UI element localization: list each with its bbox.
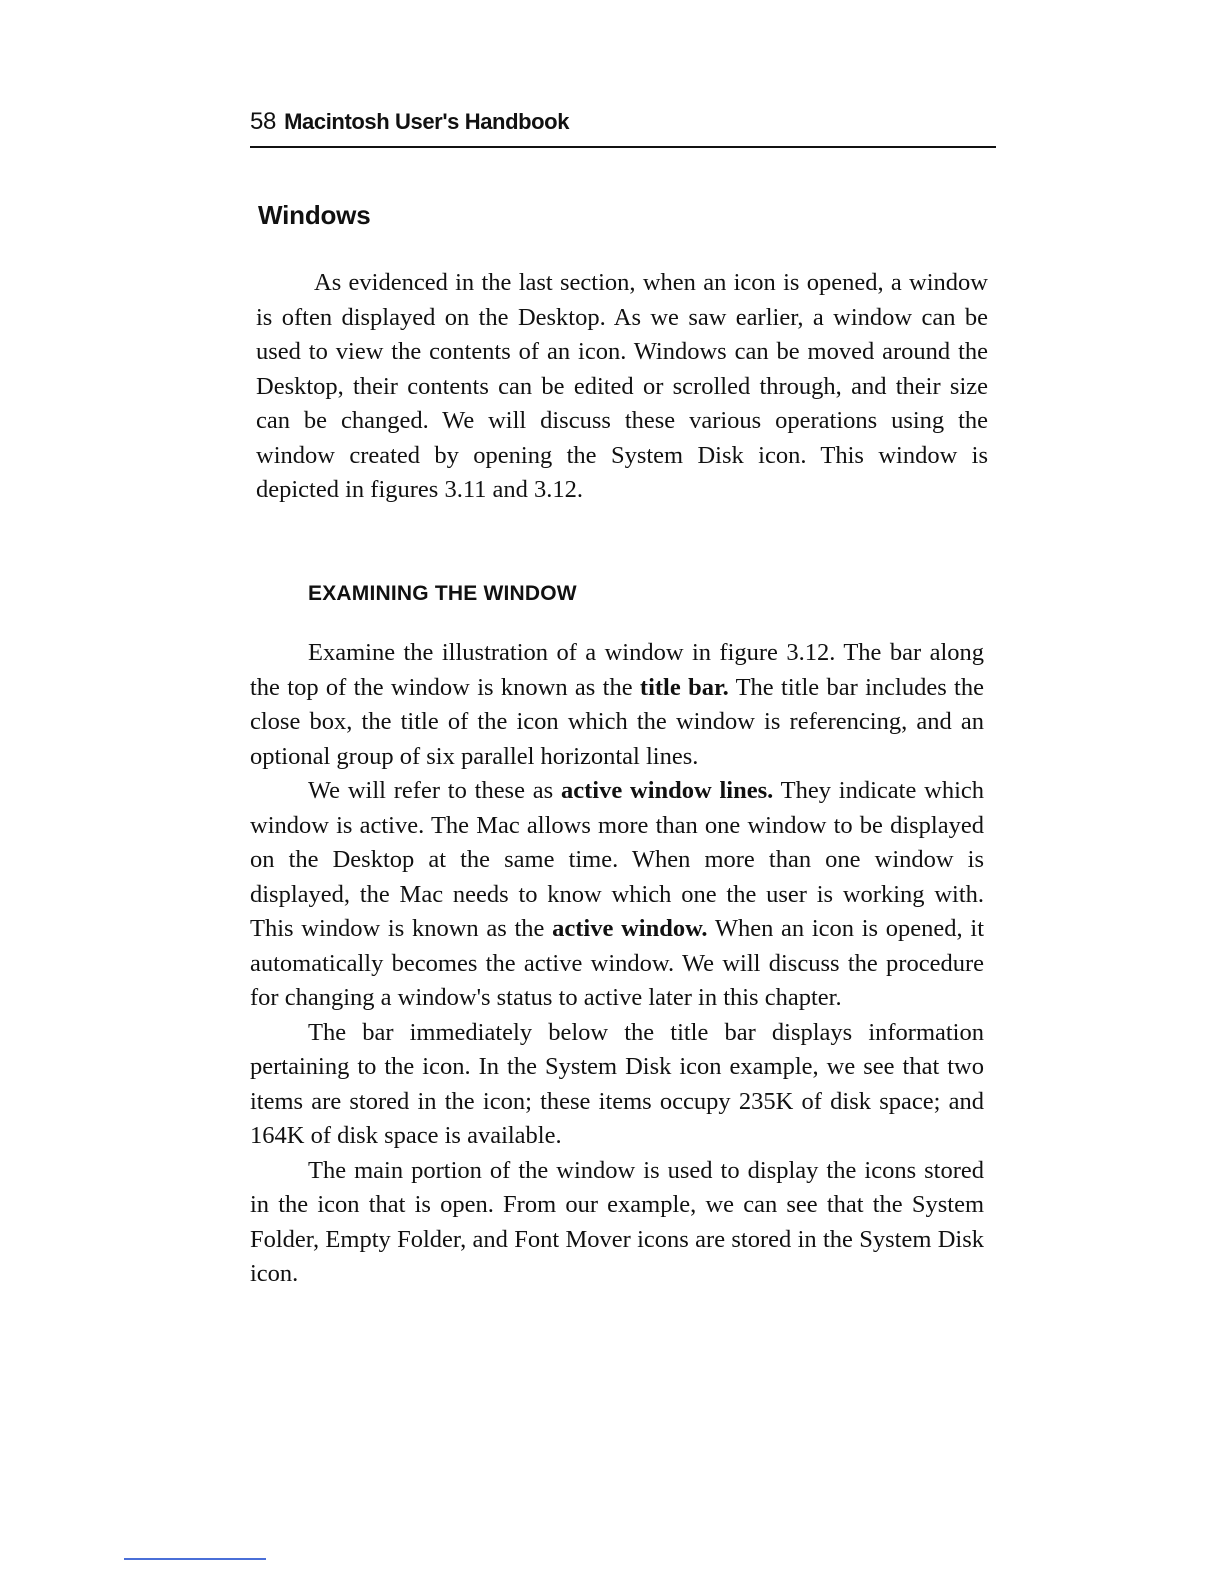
page-header (250, 108, 996, 148)
text-run: The title bar includes the close box, the title of the icon which the window is referencing, and an optional group of six parallel horizontal lines. (250, 673, 984, 770)
section-title: Windows (258, 200, 371, 230)
term-title-bar: title bar. (639, 673, 729, 701)
book-title: Macintosh User's Handbook (284, 109, 570, 134)
intro-paragraph: As evidenced in the last section, when an icon is opened, a window is often displayed on the Desktop. As we saw earlier, a window can be used to view the contents of an icon. Windows can be moved around the Desktop, their contents can be edited or scrolled through, and their size can be changed. We will discuss these various operations using the window created by opening the System Disk icon. This window is depicted in figures 3.11 and 3.12. (256, 269, 988, 503)
subsection-body (250, 636, 984, 1292)
text-run: Examine the illustration of a window in figure 3.12. The bar along the top of the window is known as the (250, 639, 984, 701)
text-run: They indicate which window is active. The Mac allows more than one window to be displayed on the Desktop at the same time. When more than one window is displayed, the Mac needs to know which one the user is working with. This window is known as the (250, 777, 984, 942)
paragraph-active-window (250, 774, 984, 1016)
term-active-window: active window. (552, 915, 708, 942)
text-run: When an icon is opened, it automatically becomes the active window. We will discuss the procedure for changing a window's status to active later in this chapter. (250, 915, 984, 1011)
footer-rule (124, 1558, 266, 1560)
text-run: We will refer to these as (308, 777, 561, 804)
subsection-title: EXAMINING THE WINDOW (308, 582, 577, 605)
page-number: 58 (250, 108, 277, 135)
paragraph-info-bar: The bar immediately below the title bar displays information pertaining to the icon. In the System Disk icon example, we see that two items are stored in the icon; these items occupy 235K of disk space; and 164K of disk space is available. (250, 1018, 984, 1149)
term-active-window-lines: active window lines. (560, 777, 774, 804)
paragraph-title-bar (250, 636, 984, 774)
paragraph-main-portion: The main portion of the window is used to display the icons stored in the icon that is open. From our example, we can see that the System Folder, Empty Folder, and Font Mover icons are stored in the System Disk icon. (250, 1156, 984, 1287)
